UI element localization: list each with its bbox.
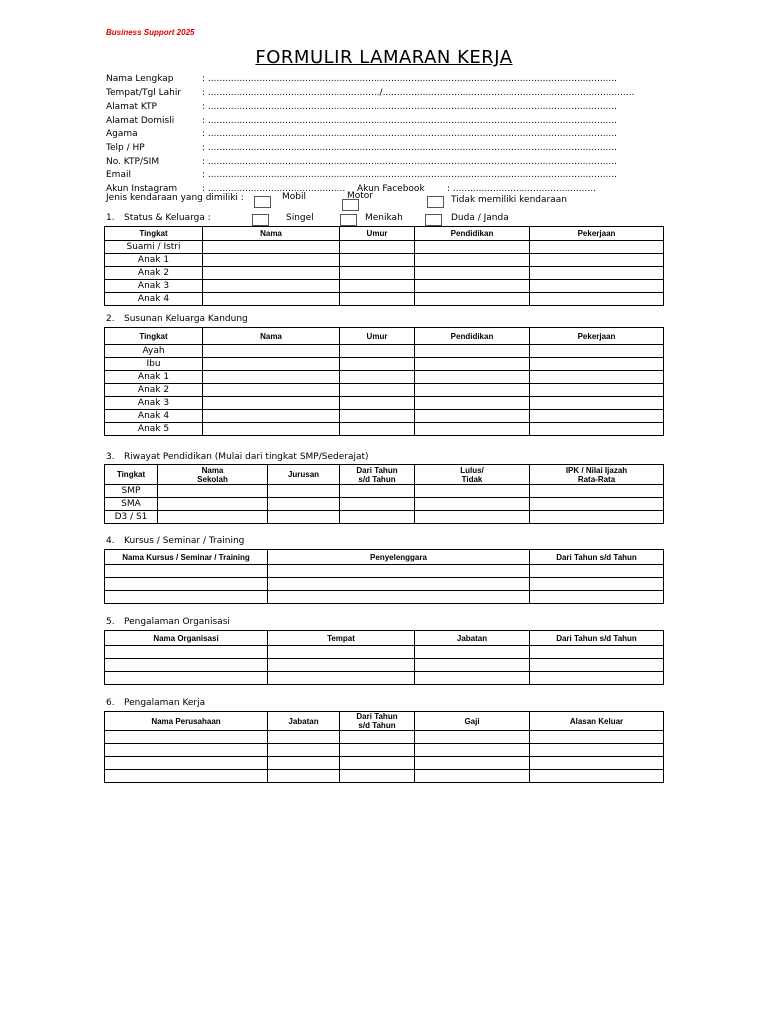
table-cell[interactable] [530, 591, 664, 604]
no-vehicle-label: Tidak memiliki kendaraan [451, 195, 567, 205]
table-row [105, 757, 664, 770]
header-line: s/d Tahun [358, 474, 396, 484]
section-number: 4. [106, 536, 115, 546]
section-number: 5. [106, 617, 115, 627]
row-label: Anak 3 [105, 397, 203, 410]
field-alamat-domisli[interactable] [106, 115, 617, 128]
table-cell[interactable] [415, 371, 530, 384]
column-header [415, 465, 530, 485]
table-cell[interactable] [415, 254, 530, 267]
section-title: Riwayat Pendidikan (Mulai dari tingkat SMP/Sederajat) [124, 452, 369, 462]
table-cell[interactable] [105, 731, 268, 744]
work-experience-table [104, 711, 664, 783]
table-cell[interactable] [530, 731, 664, 744]
table-cell[interactable] [158, 498, 268, 511]
header-line: Tidak [461, 474, 483, 484]
table-cell[interactable] [415, 410, 530, 423]
table-cell[interactable] [415, 345, 530, 358]
table-cell[interactable] [415, 659, 530, 672]
table-row [105, 254, 664, 267]
table-cell[interactable] [340, 254, 415, 267]
singel-checkbox[interactable] [252, 214, 269, 226]
row-label: Ibu [105, 358, 203, 371]
table-cell[interactable] [415, 397, 530, 410]
column-header [105, 465, 158, 485]
table-cell[interactable] [340, 757, 415, 770]
section-4-title [106, 536, 244, 546]
header-line: Rata-Rata [577, 474, 616, 484]
table-cell[interactable] [268, 659, 415, 672]
table-cell[interactable] [268, 591, 530, 604]
table-cell[interactable] [415, 485, 530, 498]
field-label: No. KTP/SIM [106, 157, 160, 167]
column-header: Pekerjaan [530, 227, 664, 241]
table-cell[interactable] [340, 358, 415, 371]
column-header: Penyelenggara [268, 550, 530, 565]
table-cell[interactable] [203, 358, 340, 371]
table-cell[interactable] [530, 646, 664, 659]
table-cell[interactable] [530, 397, 664, 410]
table-cell[interactable] [415, 358, 530, 371]
table-cell[interactable] [415, 672, 530, 685]
table-cell[interactable] [530, 744, 664, 757]
table-cell[interactable] [203, 254, 340, 267]
table-cell[interactable] [415, 731, 530, 744]
table-cell[interactable] [158, 511, 268, 524]
table-cell[interactable] [415, 646, 530, 659]
section-1-title [106, 213, 211, 223]
header-line: IPK / Nilai Ijazah [565, 465, 628, 475]
section-title: Susunan Keluarga Kandung [124, 314, 248, 324]
table-row [105, 485, 664, 498]
table-cell[interactable] [105, 672, 268, 685]
field-value[interactable]: : .................................................. [447, 184, 596, 194]
table-cell[interactable] [340, 410, 415, 423]
table-cell[interactable] [268, 485, 340, 498]
table-cell[interactable] [340, 744, 415, 757]
mobil-label: Mobil [282, 192, 306, 202]
table-row [105, 731, 664, 744]
table-row [105, 397, 664, 410]
table-row [105, 410, 664, 423]
column-header [268, 712, 340, 731]
table-cell[interactable] [530, 410, 664, 423]
field-value[interactable]: : ................................................ [202, 184, 346, 194]
table-row [105, 646, 664, 659]
field-label: Email [106, 170, 131, 180]
table-cell[interactable] [530, 757, 664, 770]
section-number: 2. [106, 314, 115, 324]
column-header: Tingkat [105, 328, 203, 345]
column-header: Nama [203, 227, 340, 241]
header-line: Nama [201, 465, 224, 475]
table-cell[interactable] [340, 770, 415, 783]
field-alamat-ktp[interactable] [106, 101, 617, 114]
section-number: 1. [106, 213, 115, 223]
section-title: Pengalaman Organisasi [124, 617, 230, 627]
column-header: Tingkat [105, 227, 203, 241]
status-family-table [104, 226, 664, 306]
row-label: Ayah [105, 345, 203, 358]
field-tempat-tgl-lahir[interactable] [106, 87, 634, 100]
column-header: Nama [203, 328, 340, 345]
table-cell[interactable] [268, 757, 340, 770]
table-cell[interactable] [415, 384, 530, 397]
row-label: Anak 2 [105, 384, 203, 397]
table-cell[interactable] [203, 371, 340, 384]
table-cell[interactable] [530, 358, 664, 371]
table-cell[interactable] [105, 565, 268, 578]
table-cell[interactable] [105, 646, 268, 659]
table-cell[interactable] [340, 371, 415, 384]
table-cell[interactable] [340, 423, 415, 436]
table-cell[interactable] [530, 511, 664, 524]
table-row [105, 672, 664, 685]
column-header: Nama Kursus / Seminar / Training [105, 550, 268, 565]
header-line: Dari Tahun [356, 465, 398, 475]
header-line: Alasan Keluar [569, 716, 624, 726]
column-header [105, 712, 268, 731]
table-cell[interactable] [203, 267, 340, 280]
section-3-title [106, 452, 369, 462]
table-cell[interactable] [158, 485, 268, 498]
field-label: Alamat KTP [106, 102, 157, 112]
field-telp-hp[interactable] [106, 142, 617, 155]
table-cell[interactable] [415, 280, 530, 293]
field-label: Agama [106, 129, 138, 139]
table-cell[interactable] [340, 267, 415, 280]
table-row [105, 371, 664, 384]
table-cell[interactable] [530, 578, 664, 591]
field-value[interactable]: : ............................................................................................................................................... [202, 157, 617, 167]
table-cell[interactable] [530, 659, 664, 672]
table-cell[interactable] [340, 241, 415, 254]
field-agama[interactable] [106, 128, 617, 141]
header-line: Sekolah [197, 474, 228, 484]
row-label: Anak 1 [105, 254, 203, 267]
column-header: Pendidikan [415, 227, 530, 241]
table-cell[interactable] [530, 345, 664, 358]
table-row [105, 770, 664, 783]
table-row [105, 384, 664, 397]
table-cell[interactable] [340, 345, 415, 358]
header-line: Nama Perusahaan [151, 716, 221, 726]
row-label: Anak 3 [105, 280, 203, 293]
table-cell[interactable] [105, 659, 268, 672]
table-cell[interactable] [415, 293, 530, 306]
table-cell[interactable] [203, 280, 340, 293]
row-label: Anak 5 [105, 423, 203, 436]
row-label: D3 / S1 [105, 511, 158, 524]
table-cell[interactable] [415, 757, 530, 770]
column-header: Dari Tahun s/d Tahun [530, 631, 664, 646]
field-value[interactable]: : ............................................................................................................................................... [202, 102, 617, 112]
table-cell[interactable] [105, 757, 268, 770]
section-5-title [106, 617, 230, 627]
table-cell[interactable] [268, 565, 530, 578]
table-cell[interactable] [268, 744, 340, 757]
table-cell[interactable] [530, 267, 664, 280]
column-header [415, 712, 530, 731]
table-cell[interactable] [415, 498, 530, 511]
header-line: Jabatan [288, 716, 319, 726]
column-header [340, 712, 415, 731]
table-cell[interactable] [203, 410, 340, 423]
table-cell[interactable] [203, 384, 340, 397]
table-row [105, 241, 664, 254]
row-label: Suami / Istri [105, 241, 203, 254]
table-cell[interactable] [268, 770, 340, 783]
table-cell[interactable] [268, 578, 530, 591]
table-cell[interactable] [415, 770, 530, 783]
field-value[interactable]: : ............................................................/........................................................................................ [202, 88, 635, 98]
column-header: Umur [340, 227, 415, 241]
field-value[interactable]: : ............................................................................................................................................... [202, 129, 617, 139]
table-cell[interactable] [203, 397, 340, 410]
row-label: Anak 1 [105, 371, 203, 384]
table-cell[interactable] [415, 267, 530, 280]
duda-janda-label: Duda / Janda [451, 213, 509, 223]
table-row [105, 578, 664, 591]
field-ktp-sim[interactable] [106, 156, 617, 169]
header-line: s/d Tahun [358, 721, 396, 730]
table-cell[interactable] [268, 672, 415, 685]
table-cell[interactable] [340, 498, 415, 511]
table-cell[interactable] [530, 565, 664, 578]
no-vehicle-checkbox[interactable] [427, 196, 444, 208]
row-label: SMA [105, 498, 158, 511]
family-origin-table [104, 327, 664, 436]
table-row [105, 659, 664, 672]
field-label: Tempat/Tgl Lahir [106, 88, 182, 98]
header-line: Gaji [464, 716, 480, 726]
row-label: Anak 2 [105, 267, 203, 280]
section-title: Status & Keluarga : [124, 213, 211, 223]
table-row [105, 280, 664, 293]
row-label: Anak 4 [105, 293, 203, 306]
column-header [340, 465, 415, 485]
section-6-title [106, 698, 205, 708]
table-cell[interactable] [105, 578, 268, 591]
header-line: Lulus/ [460, 465, 484, 475]
table-cell[interactable] [415, 744, 530, 757]
table-row [105, 591, 664, 604]
table-cell[interactable] [105, 744, 268, 757]
table-cell[interactable] [340, 511, 415, 524]
table-cell[interactable] [415, 423, 530, 436]
column-header: Umur [340, 328, 415, 345]
motor-label: Motor [347, 191, 374, 201]
table-cell[interactable] [268, 646, 415, 659]
table-cell[interactable] [203, 345, 340, 358]
field-label: Akun Instagram [106, 184, 178, 194]
table-cell[interactable] [530, 423, 664, 436]
table-row [105, 511, 664, 524]
table-cell[interactable] [415, 511, 530, 524]
column-header: Pekerjaan [530, 328, 664, 345]
row-label: SMP [105, 485, 158, 498]
table-row [105, 423, 664, 436]
column-header: Jabatan [415, 631, 530, 646]
field-email[interactable] [106, 169, 617, 182]
table-cell[interactable] [105, 770, 268, 783]
table-cell[interactable] [340, 293, 415, 306]
table-cell[interactable] [530, 371, 664, 384]
table-row [105, 267, 664, 280]
table-row [105, 744, 664, 757]
table-cell[interactable] [530, 241, 664, 254]
education-table [104, 464, 664, 524]
field-label: Telp / HP [106, 143, 145, 153]
section-title: Pengalaman Kerja [124, 698, 206, 708]
table-cell[interactable] [530, 498, 664, 511]
table-row [105, 345, 664, 358]
courses-table [104, 549, 664, 604]
table-cell[interactable] [530, 770, 664, 783]
table-row [105, 498, 664, 511]
table-cell[interactable] [340, 280, 415, 293]
table-cell[interactable] [203, 423, 340, 436]
table-cell[interactable] [530, 485, 664, 498]
table-cell[interactable] [415, 241, 530, 254]
header-line: Dari Tahun [356, 712, 398, 721]
field-value[interactable]: : ............................................................................................................................................... [202, 74, 617, 84]
table-cell[interactable] [340, 731, 415, 744]
organization-table [104, 630, 664, 685]
table-cell[interactable] [268, 498, 340, 511]
table-cell[interactable] [203, 241, 340, 254]
header-line: Jurusan [287, 470, 320, 479]
duda-janda-checkbox[interactable] [425, 214, 442, 226]
table-cell[interactable] [530, 280, 664, 293]
field-value[interactable]: : ............................................................................................................................................... [202, 170, 617, 180]
table-cell[interactable] [203, 293, 340, 306]
field-value[interactable]: : ............................................................................................................................................... [202, 143, 617, 153]
table-cell[interactable] [530, 672, 664, 685]
table-cell[interactable] [530, 293, 664, 306]
header-line: Tingkat [116, 470, 146, 479]
brand-label: Business Support 2025 [106, 28, 195, 37]
table-cell[interactable] [340, 384, 415, 397]
page-title: FORMULIR LAMARAN KERJA [255, 47, 513, 68]
column-header: Nama Organisasi [105, 631, 268, 646]
table-row [105, 358, 664, 371]
table-cell[interactable] [268, 731, 340, 744]
column-header: Pendidikan [415, 328, 530, 345]
column-header [530, 712, 664, 731]
table-cell[interactable] [340, 485, 415, 498]
menikah-checkbox[interactable] [340, 214, 357, 226]
column-header: Dari Tahun s/d Tahun [530, 550, 664, 565]
table-row [105, 293, 664, 306]
section-2-title [106, 314, 248, 324]
vehicle-label: Jenis kendaraan yang dimiliki : [106, 193, 244, 203]
table-cell[interactable] [530, 254, 664, 267]
field-label: Nama Lengkap [106, 74, 174, 84]
table-cell[interactable] [105, 591, 268, 604]
singel-label: Singel [286, 213, 314, 223]
field-label: Alamat Domisli [106, 116, 175, 126]
section-number: 6. [106, 698, 115, 708]
menikah-label: Menikah [365, 213, 403, 223]
field-value[interactable]: : ............................................................................................................................................... [202, 116, 617, 126]
field-nama-lengkap[interactable] [106, 73, 617, 86]
mobil-checkbox[interactable] [254, 196, 271, 208]
field-label: Akun Facebook [357, 184, 425, 194]
column-header [268, 465, 340, 485]
column-header [530, 465, 664, 485]
table-cell[interactable] [268, 511, 340, 524]
row-label: Anak 4 [105, 410, 203, 423]
table-cell[interactable] [340, 397, 415, 410]
column-header [158, 465, 268, 485]
section-number: 3. [106, 452, 115, 462]
section-title: Kursus / Seminar / Training [124, 536, 245, 546]
table-cell[interactable] [530, 384, 664, 397]
table-row [105, 565, 664, 578]
column-header: Tempat [268, 631, 415, 646]
